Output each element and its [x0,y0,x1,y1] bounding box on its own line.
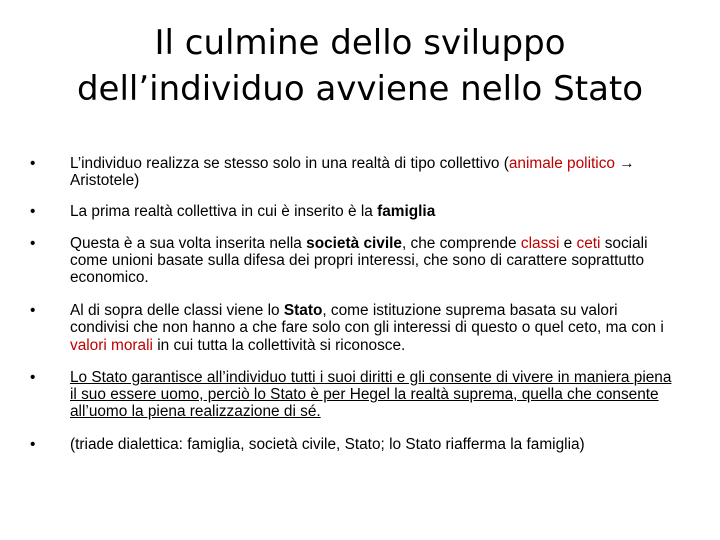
bullet-2-bold: famiglia [377,203,436,221]
bullet-3-text-3: e [559,234,577,252]
bullet-3-highlight-2: ceti [576,234,601,252]
bullet-4-bold: Stato [283,302,323,320]
bullet-item-4 [30,302,680,354]
bullet-5-underlined-text: Lo Stato garantisce all’individuo tutti i suoi diritti e gli consente di vivere in maniera piena il suo essere uomo, perciò lo Stato è per Hegel la realtà suprema, quella che consente all’uomo la piena realizzazione di sé. [70,368,672,421]
bullet-list [30,155,680,454]
bullet-3-text: Questa è a sua volta inserita nella [70,234,307,252]
bullet-3-text-4: sociali come unioni basate sulla difesa dei propri interessi, che sono di carattere soprattutto economico. [70,234,648,287]
bullet-4-text-3: in cui tutta la collettività si riconosce. [152,336,406,354]
slide-title-line-2: dell’individuo avviene nello Stato [76,69,644,109]
bullet-1-text-end: → Aristotele) [70,155,635,190]
bullet-dot-icon: • [30,203,36,221]
bullet-dot-icon: • [30,302,36,320]
bullet-4-highlight: valori morali [70,336,153,354]
bullet-4-text-2: , come istituzione suprema basata su valori condivisi che non hanno a che fare solo con gli interessi di questo o quel ceto, ma con i [70,302,664,337]
bullet-3-highlight-1: classi [520,234,560,252]
bullet-dot-icon: • [30,368,36,386]
bullet-1-highlight: animale politico [508,155,615,172]
bullet-dot-icon: • [30,234,36,252]
bullet-item-1 [30,155,680,189]
bullet-item-6 [30,436,680,453]
bullet-item-2 [30,203,680,220]
bullet-item-5 [30,369,680,421]
bullet-1-text: L’individuo realizza se stesso solo in una realtà di tipo collettivo ( [70,155,509,172]
bullet-dot-icon: • [30,436,36,454]
bullet-3-bold: società civile [306,234,402,252]
bullet-dot-icon: • [30,155,36,172]
bullet-6-text: (triade dialettica: famiglia, società civile, Stato; lo Stato riafferma la famiglia) [70,436,585,454]
bullet-3-text-2: , che comprende [401,234,521,252]
bullet-item-3 [30,235,680,287]
slide-title-line-1: Il culmine dello sviluppo [154,23,566,63]
slide-title [40,20,680,112]
bullet-4-text: Al di sopra delle classi viene lo [70,302,284,320]
bullet-2-text: La prima realtà collettiva in cui è inserito è la [70,203,378,221]
